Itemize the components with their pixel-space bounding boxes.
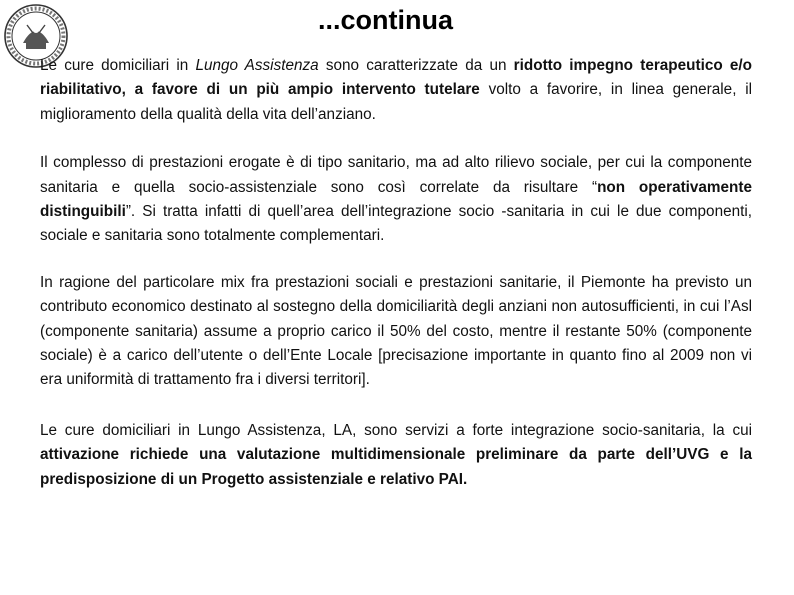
document-body — [40, 54, 752, 516]
paragraph-2 — [40, 151, 752, 249]
paragraph-3-text-1: In ragione del particolare mix fra prestazioni sociali e prestazioni sanitarie, il Piemonte ha previsto un contributo economico destinato al sostegno della domiciliarità degli anziani non autosufficienti, in cui l’Asl (componente sanitaria) assume a proprio carico il 50% del costo, mentre il restante 50% (componente sociale) è a carico dell’utente o dell’Ente Locale [precisazione importante in quanto fino al 2009 non vi era uniformità di trattamento fra i diversi territori]. — [40, 273, 752, 389]
paragraph-2-text-1: Il complesso di prestazioni erogate è di tipo sanitario, ma ad alto rilievo sociale, per cui la componente sanitaria e quella socio-assistenziale sono così correlate da risultare “ — [40, 154, 752, 196]
paragraph-1-text-1: Le cure domiciliari in — [40, 57, 196, 74]
paragraph-4-text-1: Le cure domiciliari in Lungo Assistenza, LA, sono servizi a forte integrazione socio-sanitaria, la cui — [40, 421, 752, 439]
paragraph-4 — [40, 419, 752, 492]
paragraph-4-bold: attivazione richiede una valutazione multidimensionale preliminare da parte dell’UVG e la predisposizione di un Progetto assistenziale e relativo PAI. — [40, 446, 752, 488]
paragraph-3 — [40, 271, 752, 393]
paragraph-1 — [40, 54, 752, 127]
paragraph-1-text-2: sono caratterizzate da un — [318, 57, 514, 74]
page-title: ...continua — [318, 5, 453, 35]
paragraph-2-text-2: ”. Si tratta infatti di quell’area dell’integrazione socio -sanitaria in cui le due componenti, sociale e sanitaria sono totalmente complementari. — [40, 203, 752, 245]
paragraph-1-text-3: volto a favorire, in linea generale, il miglioramento della qualità della vita dell’anziano. — [40, 81, 752, 123]
paragraph-2-bold: non operativamente distinguibili — [40, 178, 752, 221]
paragraph-1-italic: Lungo Assistenza — [195, 57, 319, 74]
paragraph-1-bold: ridotto impegno terapeutico e/o riabilitativo, a favore di un più ampio intervento tutelare — [40, 57, 752, 99]
